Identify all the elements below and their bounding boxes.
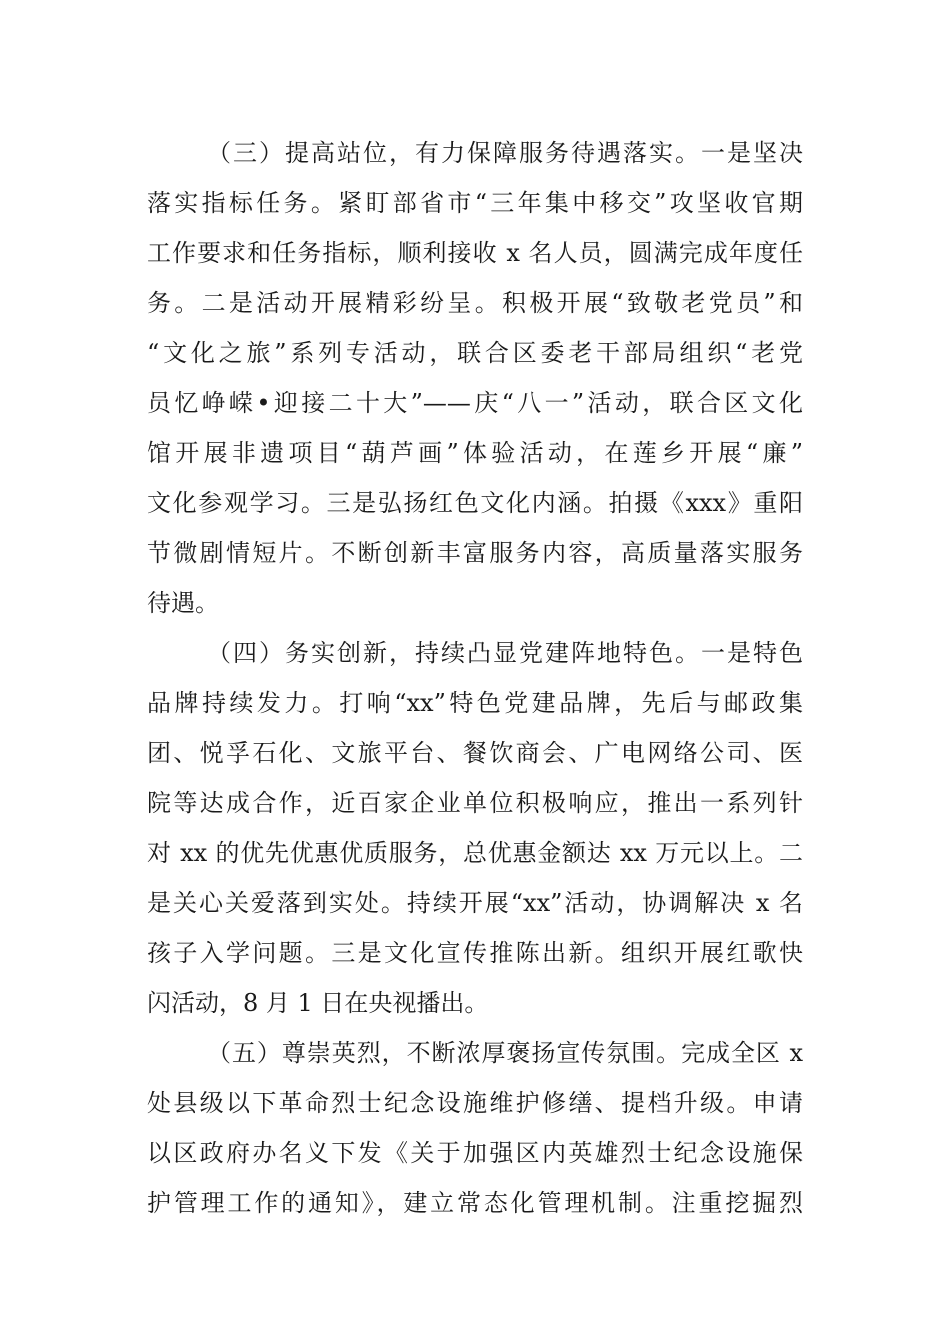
paragraph-line: 护管理工作的通知》，建立常态化管理机制。注重挖掘烈 [147, 1189, 803, 1217]
paragraph-line: 馆开展非遗项目“葫芦画”体验活动，在莲乡开展“廉” [147, 439, 803, 467]
paragraph-line: 团、悦孚石化、文旅平台、餐饮商会、广电网络公司、医 [147, 739, 803, 767]
paragraph-line: 务。二是活动开展精彩纷呈。积极开展“致敬老党员”和 [147, 289, 803, 317]
paragraph-line: 孩子入学问题。三是文化宣传推陈出新。组织开展红歌快 [147, 939, 803, 967]
paragraph-section-5 [147, 1028, 807, 1228]
paragraph-line: 处县级以下革命烈士纪念设施维护修缮、提档升级。申请 [147, 1089, 803, 1117]
paragraph-line: 以区政府办名义下发《关于加强区内英雄烈士纪念设施保 [147, 1139, 803, 1167]
paragraph-line: 是关心关爱落到实处。持续开展“xx”活动，协调解决 x 名 [147, 889, 803, 917]
paragraph-line: （三）提高站位，有力保障服务待遇落实。一是坚决 [207, 139, 803, 167]
paragraph-line: 院等达成合作，近百家企业单位积极响应，推出一系列针 [147, 789, 803, 817]
paragraph-line: （五）尊崇英烈，不断浓厚褒扬宣传氛围。完成全区 x [207, 1039, 803, 1067]
paragraph-line: 落实指标任务。紧盯部省市“三年集中移交”攻坚收官期 [147, 189, 803, 217]
paragraph-section-4 [147, 628, 807, 1028]
paragraph-line: 节微剧情短片。不断创新丰富服务内容，高质量落实服务 [147, 539, 803, 567]
paragraph-line: （四）务实创新，持续凸显党建阵地特色。一是特色 [207, 639, 803, 667]
paragraph-line: “文化之旅”系列专活动，联合区委老干部局组织“老党 [147, 339, 803, 367]
document-body [147, 128, 807, 1228]
paragraph-section-3 [147, 128, 807, 628]
paragraph-line: 对 xx 的优先优惠优质服务，总优惠金额达 xx 万元以上。二 [147, 839, 803, 867]
paragraph-line: 工作要求和任务指标，顺利接收 x 名人员，圆满完成年度任 [147, 239, 803, 267]
paragraph-line: 待遇。 [147, 589, 219, 617]
paragraph-line: 文化参观学习。三是弘扬红色文化内涵。拍摄《xxx》重阳 [147, 489, 803, 517]
paragraph-line: 员忆峥嵘•迎接二十大”——庆“八一”活动，联合区文化 [147, 389, 803, 417]
paragraph-line: 品牌持续发力。打响“xx”特色党建品牌，先后与邮政集 [147, 689, 803, 717]
paragraph-line: 闪活动，8 月 1 日在央视播出。 [147, 989, 489, 1017]
